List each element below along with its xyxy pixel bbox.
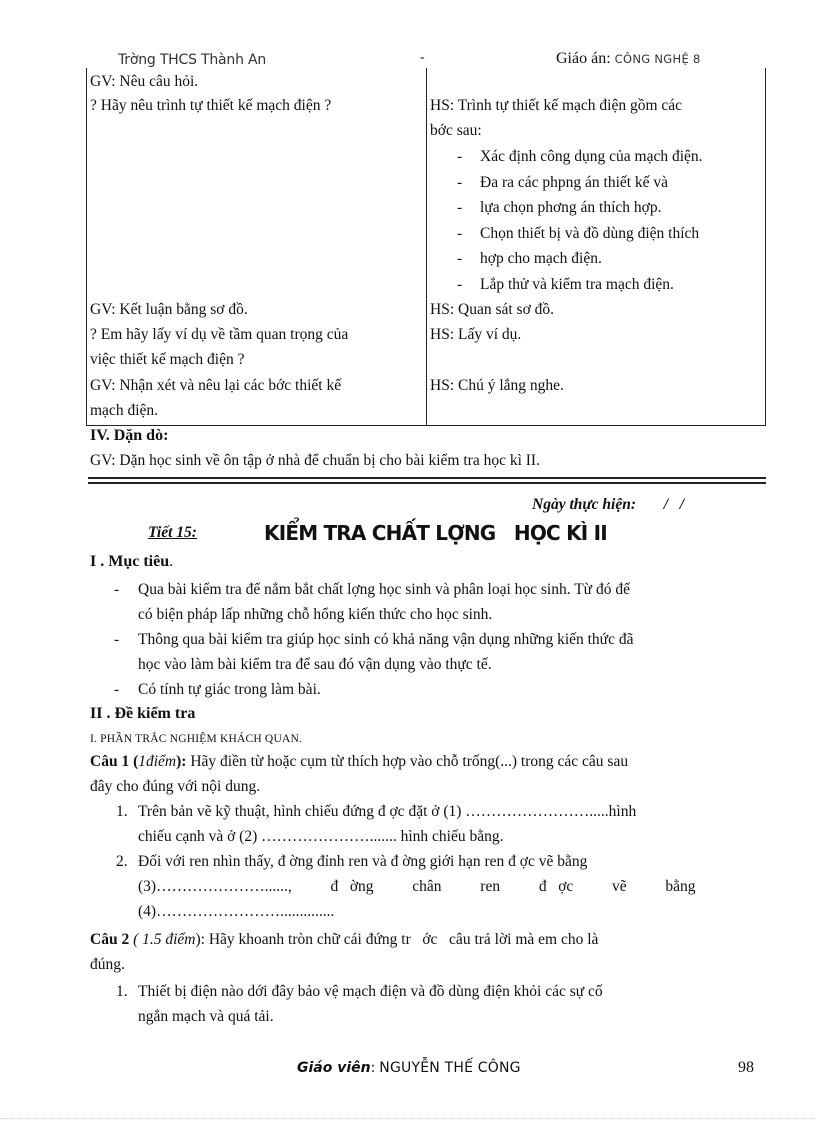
design-step: - Lắp thử và kiểm tra mạch điện. — [430, 272, 760, 298]
table-border-left — [86, 68, 87, 426]
list-item: - Thông qua bài kiểm tra giúp học sinh có khả năng vận dụng những kiến thức đã — [114, 631, 634, 648]
page-number: 98 — [738, 1059, 754, 1076]
list-item: 1. Thiết bị điện nào dới đây bảo vệ mạch điện và đồ dùng điện khỏi các sự cố — [116, 983, 603, 1000]
objectives-title: I . Mục tiêu. — [90, 553, 174, 570]
section-divider-top — [88, 477, 766, 479]
question-1: Câu 1 (1điểm): Hãy điền từ hoặc cụm từ thích hợp vào chỗ trống(...) trong các câu sau đây cho đúng với nội dung. 1. Trên bản vẽ kỹ thuật, hình chiếu đứng đ ợc đặt ở (1) …………………….....hình chiếu cạnh và ở (2) …………………....... hình chiếu bằng. 2. Đối với ren nhìn thấy, đ ờng đỉnh ren và đ ờng giới hạn ren đ ợc vẽ bằng (3)…………………......, đ ờng chân ren đ ợc vẽ bằng (4)…………………….............. — [90, 749, 762, 924]
design-step: - Xác định công dụng của mạch điện. — [430, 144, 760, 170]
table-right-r4: HS: Chú ý lắng nghe. — [430, 377, 564, 394]
objectives-list — [90, 577, 762, 702]
table-right-intro-2: bớc sau: — [430, 122, 482, 139]
table-border-bottom — [86, 425, 766, 426]
footer-name: NGUYỄN THẾ CÔNG — [379, 1060, 521, 1076]
list-item-cont: học vào làm bài kiểm tra để sau đó vận dụng vào thực tế. — [138, 656, 492, 673]
list-item-cont: (4)…………………….............. — [138, 903, 335, 920]
date-line — [532, 496, 684, 514]
list-item-cont: chiếu cạnh và ở (2) …………………....... hình chiếu bằng. — [138, 828, 504, 845]
design-step: - Chọn thiết bị và đồ dùng điện thích — [430, 221, 760, 247]
subject-name: CÔNG NGHỆ 8 — [614, 52, 701, 66]
date-label: Ngày thực hiện: — [532, 496, 637, 513]
design-step-cont: - hợp cho mạch điện. — [430, 246, 760, 272]
list-item-cont: có biện pháp lấp những chỗ hổng kiến thức cho học sinh. — [138, 606, 493, 623]
part1-title: I. PHẦN TRẮC NGHIỆM KHÁCH QUAN. — [90, 733, 303, 745]
list-item: - Có tính tự giác trong làm bài. — [114, 681, 321, 698]
design-step: - Đa ra các phpng án thiết kế và — [430, 170, 760, 196]
list-item-cont: ngắn mạch và quá tải. — [138, 1008, 274, 1025]
table-right-r3: HS: Lấy ví dụ. — [430, 326, 522, 343]
footer-label: Giáo viên — [297, 1060, 371, 1076]
page-edge-dotted — [0, 1118, 816, 1119]
header-subject — [556, 50, 701, 68]
table-border-right — [765, 68, 766, 426]
table-left-r1-line2: ? Hãy nêu trình tự thiết kế mạch điện ? — [90, 97, 332, 114]
lesson-table — [86, 68, 766, 426]
table-right-intro-1: HS: Trình tự thiết kế mạch điện gồm các — [430, 97, 683, 114]
list-item: 2. Đối với ren nhìn thấy, đ ờng đỉnh ren và đ ờng giới hạn ren đ ợc vẽ bằng — [116, 853, 588, 870]
dando-title: IV. Dặn dò: — [90, 427, 169, 444]
header-dash: - — [420, 50, 425, 65]
header-school: Trờng THCS Thành An — [118, 52, 267, 68]
table-left-r4-line1: GV: Nhận xét và nêu lại các bớc thiết kế — [90, 377, 342, 394]
table-left-r4-line2: mạch điện. — [90, 402, 159, 419]
table-right-r2: HS: Quan sát sơ đồ. — [430, 301, 555, 318]
exam-title: II . Đề kiểm tra — [90, 705, 196, 722]
design-steps-list — [430, 144, 760, 297]
question-2: Câu 2 ( 1.5 điểm): Hãy khoanh tròn chữ cái đứng tr ớc câu trả lời mà em cho là đúng. 1. Thiết bị điện nào dới đây bảo vệ mạch điện và đồ dùng điện khỏi các sự cố ngắn mạch và quá tải. — [90, 927, 762, 1029]
list-item: 1. Trên bản vẽ kỹ thuật, hình chiếu đứng đ ợc đặt ở (1) …………………….....hình — [116, 803, 637, 820]
table-left-r2: GV: Kết luận bằng sơ đồ. — [90, 301, 248, 318]
table-left-r3-line2: việc thiết kế mạch điện ? — [90, 351, 245, 368]
table-left-r3-line1: ? Em hãy lấy ví dụ về tầm quan trọng của — [90, 326, 349, 343]
table-border-middle — [426, 68, 427, 426]
section-divider-bottom — [88, 482, 766, 484]
design-step-cont: - lựa chọn phơng án thích hợp. — [430, 195, 760, 221]
list-item-cont: (3)…………………......, đ ờng chân ren đ ợc vẽ bằng — [138, 878, 696, 895]
subject-label: Giáo án: — [556, 50, 611, 67]
table-left-r1-line1: GV: Nêu câu hỏi. — [90, 73, 199, 90]
list-item: - Qua bài kiểm tra để nắm bắt chất lợng học sinh và phân loại học sinh. Từ đó để — [114, 581, 630, 598]
page-title: KIỂM TRA CHẤT LỢNG HỌC KÌ II — [264, 521, 607, 545]
date-value: / / — [663, 496, 685, 513]
dando-text: GV: Dặn học sinh về ôn tập ở nhà để chuẩn bị cho bài kiểm tra học kì II. — [90, 452, 540, 469]
lesson-number: Tiết 15: — [148, 524, 197, 541]
footer-teacher: Giáo viên: NGUYỄN THẾ CÔNG — [297, 1060, 521, 1076]
